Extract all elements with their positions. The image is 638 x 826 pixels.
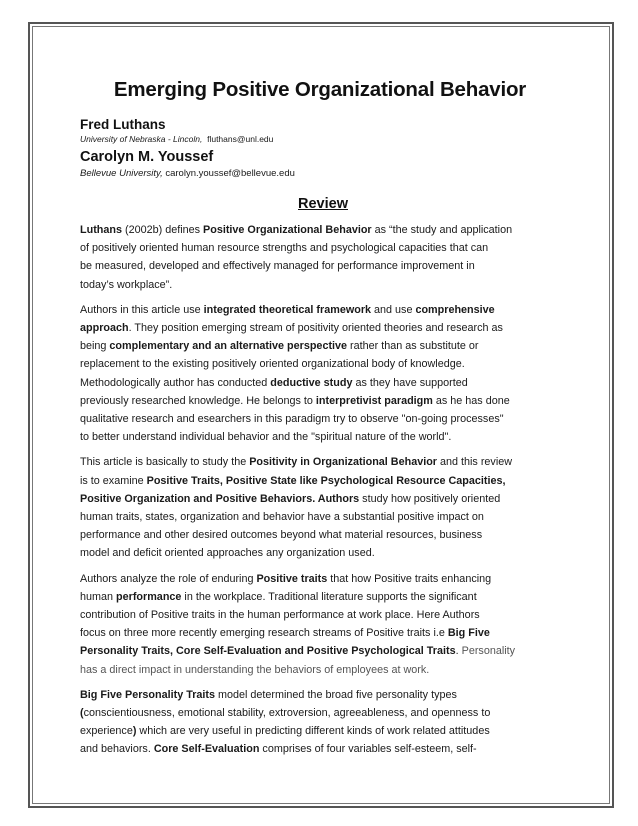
- text-run: replacement to the existing positively oriented organizational body of knowledge.: [80, 358, 465, 371]
- paragraph-line: [80, 337, 560, 355]
- bold-text: deductive study: [270, 376, 353, 389]
- bold-text: approach: [80, 322, 129, 335]
- text-run: human traits, states, organization and behavior have a substantial positive impact on: [80, 511, 484, 524]
- paragraph-line: [80, 508, 560, 526]
- paragraph-line: [80, 355, 560, 373]
- bold-text: Positivity in Organizational Behavior: [249, 456, 438, 469]
- text-run: comprises of four variables self-esteem, self-: [259, 743, 477, 756]
- bold-text: Big Five: [447, 627, 490, 640]
- text-run: Authors in this article use: [80, 303, 204, 316]
- text-run: previously researched knowledge. He belongs to: [80, 394, 316, 407]
- bold-text: Big Five Personality Traits: [80, 688, 216, 701]
- paragraph-line: [80, 453, 560, 471]
- paragraph-line: [80, 642, 560, 660]
- text-run: model determined the broad five personality types: [215, 688, 457, 701]
- text-run: that how Positive traits enhancing: [327, 572, 492, 585]
- paragraph-line: [80, 544, 560, 562]
- text-run: This article is basically to study the: [80, 456, 250, 469]
- text-run: Personality: [461, 645, 516, 658]
- bold-text: interpretivist paradigm: [315, 394, 433, 407]
- text-run: of positively oriented human resource strengths and psychological capacities that can: [80, 242, 489, 255]
- bold-text: ): [132, 725, 137, 738]
- text-run: model and deficit oriented approaches any organization used.: [80, 547, 375, 560]
- text-run: experience: [80, 725, 133, 738]
- text-run: .: [455, 645, 462, 658]
- paragraph-line: [80, 624, 560, 642]
- paragraph-line: [80, 301, 560, 319]
- bold-text: integrated theoretical framework: [203, 303, 372, 316]
- paragraph-line: [80, 588, 560, 606]
- text-run: as “the study and application: [371, 224, 513, 236]
- document-body: [80, 78, 560, 766]
- text-run: and this review: [437, 456, 513, 469]
- paragraph-line: [80, 722, 560, 740]
- bold-text: Positive traits: [256, 572, 328, 585]
- paragraph-line: [80, 570, 560, 588]
- paragraph-line: [80, 257, 560, 275]
- paragraph-line: [80, 428, 560, 446]
- paragraph-line: [80, 319, 560, 337]
- paragraph-1: [80, 221, 560, 294]
- paragraph-line: [80, 686, 560, 704]
- paragraph-line: [80, 410, 560, 428]
- text-run: human: [80, 590, 117, 603]
- bold-text: performance: [116, 590, 182, 603]
- bold-text: Core Self-Evaluation: [153, 743, 260, 756]
- paragraph-line: [80, 740, 560, 758]
- bold-text: Personality Traits, Core Self-Evaluation and Positive Psychological Traits: [80, 645, 456, 658]
- paragraph-line: [80, 221, 560, 239]
- author-affiliation-1: [80, 134, 560, 145]
- text-run: performance and other desired outcomes beyond what material resources, business: [80, 529, 483, 542]
- paragraph-line: [80, 490, 560, 508]
- text-run: in the workplace. Traditional literature supports the significant: [181, 590, 477, 603]
- document-title: Emerging Positive Organizational Behavior: [113, 78, 527, 101]
- text-run: today’s workplace”.: [80, 278, 173, 291]
- text-run: to better understand individual behavior and the "spiritual nature of the world".: [80, 431, 452, 444]
- text-run: being: [80, 340, 110, 353]
- bold-text: complementary and an alternative perspective: [109, 340, 348, 353]
- paragraph-line: [80, 392, 560, 410]
- author-university-2: Bellevue University,: [80, 168, 163, 179]
- text-run: which are very useful in predicting different kinds of work related attitudes: [136, 725, 490, 738]
- paragraph-2: [80, 301, 560, 447]
- paragraph-line: [80, 704, 560, 722]
- author-email-2: carolyn.youssef@bellevue.edu: [165, 168, 295, 179]
- bold-text: Positive Organization and Positive Behaviors. Authors: [80, 492, 360, 505]
- author-university-1: University of Nebraska - Lincoln,: [80, 134, 203, 144]
- paragraph-line: [80, 472, 560, 490]
- author-name-1: Fred Luthans: [80, 117, 166, 132]
- paragraph-line: [80, 526, 560, 544]
- paragraph-line: [80, 661, 560, 679]
- paragraph-3: [80, 453, 560, 562]
- paragraph-4: [80, 570, 560, 679]
- author-affiliation-2: [80, 168, 560, 180]
- bold-text: comprehensive: [415, 303, 495, 316]
- text-run: be measured, developed and effectively managed for performance improvement in: [80, 260, 475, 273]
- text-run: (2002b) defines: [122, 224, 204, 236]
- author-name-2: Carolyn M. Youssef: [80, 149, 214, 165]
- text-run: as he has done: [432, 394, 510, 407]
- paragraph-line: [80, 239, 560, 257]
- text-run: contribution of Positive traits in the human performance at work place. Here Authors: [80, 609, 480, 622]
- bold-text: (: [80, 707, 84, 720]
- review-paragraphs: [80, 221, 560, 759]
- paragraph-5: [80, 686, 560, 759]
- section-heading-review: Review: [298, 196, 348, 212]
- text-run: qualitative research and esearchers in this paradigm try to observe "on-going processes": [80, 413, 504, 426]
- text-run: is to examine: [80, 474, 147, 487]
- text-run: Methodologically author has conducted: [80, 376, 271, 389]
- paragraph-line: [80, 374, 560, 392]
- text-run: Authors analyze the role of enduring: [80, 572, 257, 585]
- bold-text: Positive Traits, Positive State like Psychological Resource Capacities,: [146, 474, 506, 487]
- author-email-1: fluthans@unl.edu: [207, 134, 274, 144]
- text-run: as they have supported: [352, 376, 468, 389]
- paragraph-line: [80, 606, 560, 624]
- text-run: study how positively oriented: [359, 492, 501, 505]
- bold-text: Luthans: [80, 224, 122, 236]
- bold-text: Positive Organizational Behavior: [203, 224, 372, 236]
- text-run: conscientiousness, emotional stability, extroversion, agreeableness, and openness to: [83, 707, 491, 720]
- paragraph-line: [80, 276, 560, 294]
- text-run: and behaviors.: [80, 743, 154, 756]
- text-run: rather than as substitute or: [347, 340, 479, 353]
- text-run: focus on three more recently emerging research streams of Positive traits i.e: [80, 627, 448, 640]
- text-run: . They position emerging stream of positivity oriented theories and research as: [128, 322, 503, 335]
- text-run: and use: [371, 303, 416, 316]
- text-run: has a direct impact in understanding the behaviors of employees at work.: [80, 663, 430, 676]
